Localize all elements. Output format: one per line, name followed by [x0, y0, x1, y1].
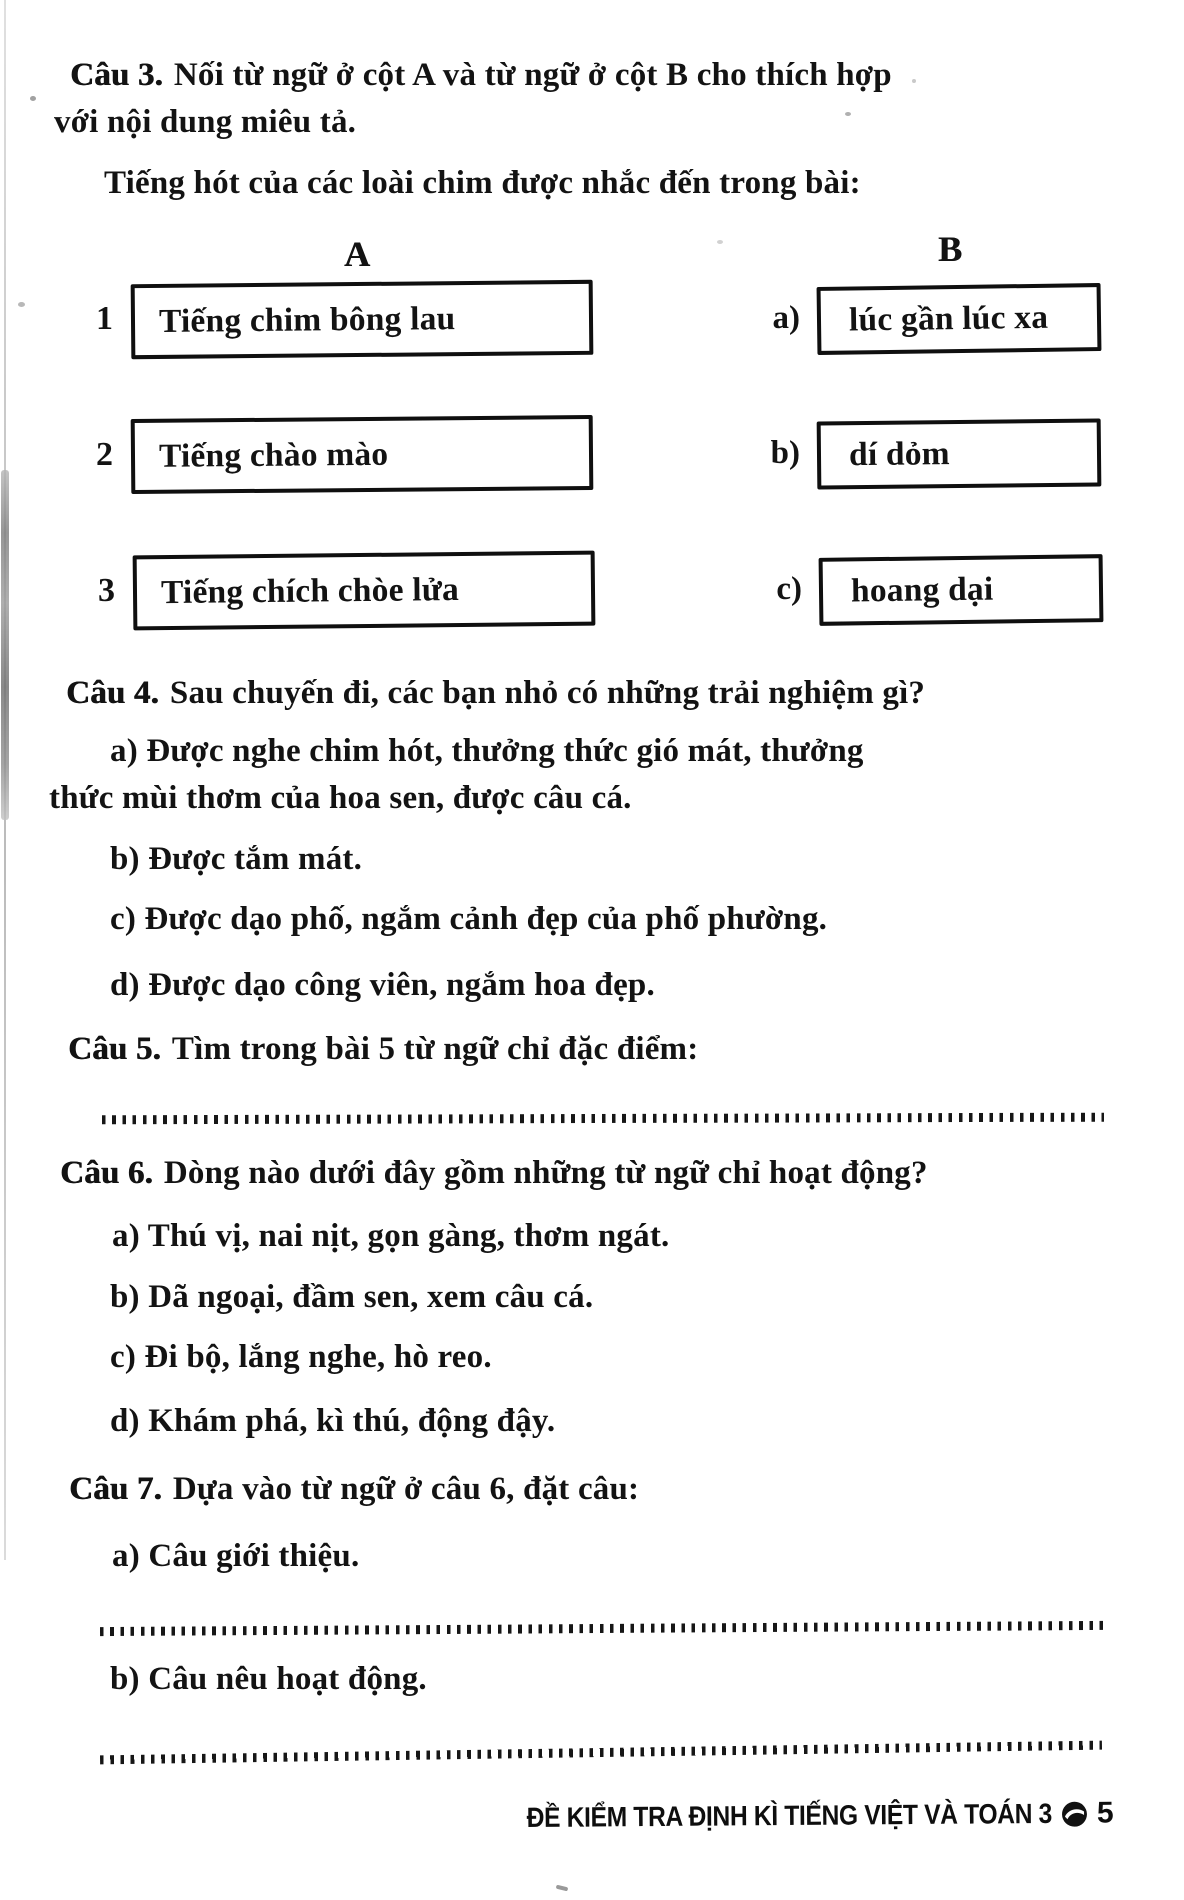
footer-book-title: ĐỀ KIỂM TRA ĐỊNH KÌ TIẾNG VIỆT VÀ TOÁN 3 [526, 1797, 1053, 1834]
scan-edge-line [4, 0, 6, 1560]
question-7-prompt [69, 1466, 949, 1513]
question-5-prompt [68, 1026, 948, 1073]
match-right-letter: c) [776, 571, 802, 607]
question-6-option-b: b) Dã ngoại, đầm sen, xem câu cá. [110, 1279, 594, 1315]
match-box-a3 [133, 551, 596, 631]
question-6-option-c: c) Đi bộ, lắng nghe, hò reo. [110, 1339, 492, 1375]
scan-edge-blotch [1, 470, 9, 820]
scan-speck [717, 240, 723, 244]
match-left-number: 3 [98, 572, 115, 609]
answer-line-q7b [100, 1741, 1102, 1765]
question-6-option-d: d) Khám phá, kì thú, động đậy. [110, 1403, 556, 1439]
match-right-letter: b) [770, 435, 800, 471]
match-left-number: 1 [96, 300, 113, 337]
question-3-prompt [54, 52, 922, 146]
match-box-a3-text: Tiếng chích chòe lửa [160, 570, 460, 611]
question-6-text: Dòng nào dưới đây gồm những từ ngữ chỉ hoạt động? [163, 1155, 928, 1191]
page-footer [455, 1796, 1114, 1835]
column-a-header: A [344, 234, 370, 274]
column-b-header: B [938, 229, 963, 269]
question-7-option-b: b) Câu nêu hoạt động. [110, 1661, 427, 1697]
question-4-prompt [53, 670, 928, 717]
question-7-option-a: a) Câu giới thiệu. [112, 1538, 360, 1574]
question-4-option-c: c) Được dạo phố, ngắm cảnh đẹp của phố phường. [110, 901, 828, 937]
scan-speck [18, 302, 25, 307]
question-6-option-a: a) Thú vị, nai nịt, gọn gàng, thơm ngát. [112, 1218, 670, 1254]
match-box-a2-text: Tiếng chào mào [158, 435, 389, 475]
question-4-text: Sau chuyến đi, các bạn nhỏ có những trải nghiệm gì? [169, 675, 926, 711]
match-box-b2-text: dí dỏm [848, 435, 951, 474]
match-box-b2 [817, 419, 1102, 490]
answer-line-q7a [100, 1621, 1106, 1636]
match-box-b1 [817, 283, 1102, 355]
match-right-letter: a) [772, 300, 800, 336]
question-5-label: Câu 5. [68, 1031, 161, 1067]
match-box-a1-text: Tiếng chim bông lau [158, 299, 456, 340]
question-4-option-d: d) Được dạo công viên, ngắm hoa đẹp. [110, 967, 655, 1003]
question-3-text: Nối từ ngữ ở cột A và từ ngữ ở cột B cho thích hợp với nội dung miêu tả. [54, 57, 892, 140]
swoosh-circle-icon [1061, 1800, 1088, 1827]
match-box-a2 [131, 415, 594, 494]
answer-line-q5 [102, 1113, 1104, 1125]
question-6-prompt [60, 1150, 960, 1197]
question-3-label: Câu 3. [70, 57, 163, 93]
question-5-text: Tìm trong bài 5 từ ngữ chỉ đặc điểm: [171, 1031, 699, 1067]
question-6-label: Câu 6. [60, 1155, 153, 1191]
question-4-option-b: b) Được tắm mát. [110, 841, 363, 877]
scan-speck [556, 1885, 569, 1892]
question-4-label: Câu 4. [66, 675, 159, 711]
question-4-option-a: a) Được nghe chim hót, thưởng thức gió mát, thưởng thức mùi thơm của hoa sen, được câu cá. [49, 733, 864, 816]
question-7-text: Dựa vào từ ngữ ở câu 6, đặt câu: [172, 1471, 640, 1507]
footer-page-number: 5 [1097, 1796, 1115, 1830]
match-box-b3 [819, 554, 1104, 626]
match-box-a1 [131, 280, 594, 359]
question-7-label: Câu 7. [69, 1471, 162, 1507]
match-box-b1-text: lúc gần lúc xa [848, 298, 1049, 339]
match-box-b3-text: hoang dại [850, 570, 994, 610]
match-left-number: 2 [96, 436, 113, 473]
scan-speck [30, 96, 36, 101]
question-3-intro: Tiếng hót của các loài chim được nhắc đến trong bài: [104, 165, 861, 201]
